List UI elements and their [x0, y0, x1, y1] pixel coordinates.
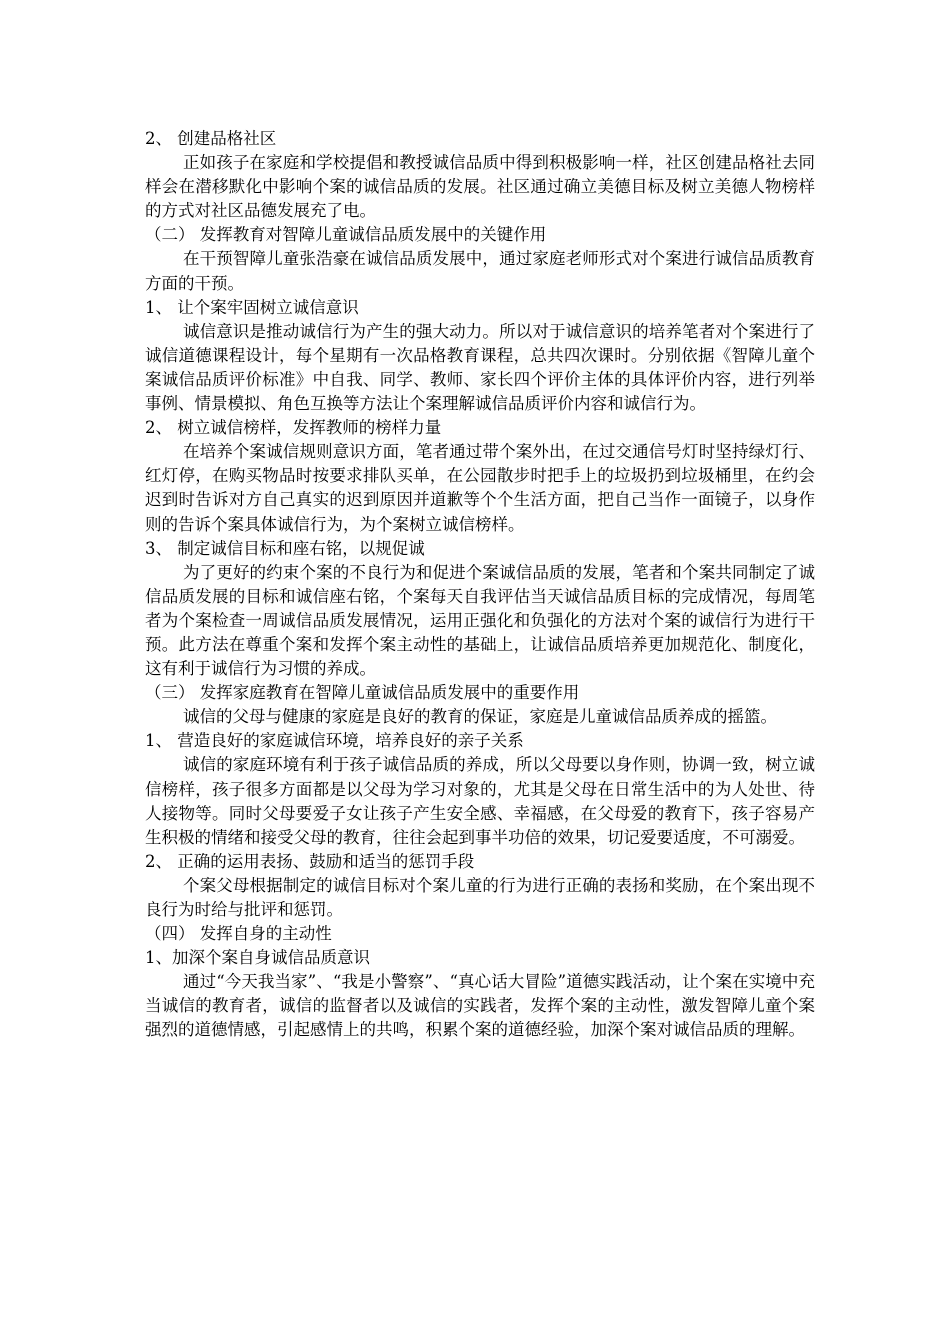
body-paragraph: 为了更好的约束个案的不良行为和促进个案诚信品质的发展，笔者和个案共同制定了诚信品质发展的目标和诚信座右铭，个案每天自我评估当天诚信品质目标的完成情况，每周笔者为个案检查一周诚信品质发展情况，运用正强化和负强化的方法对个案的诚信行为进行干预。此方法在尊重个案和发挥个案主动性的基础上，让诚信品质培养更加规范化、制度化，这有利于诚信行为习惯的养成。	[145, 562, 815, 679]
body-paragraph: 个案父母根据制定的诚信目标对个案儿童的行为进行正确的表扬和奖励，在个案出现不良行为时给与批评和惩罚。	[145, 875, 815, 919]
body-paragraph: 诚信的父母与健康的家庭是良好的教育的保证，家庭是儿童诚信品质养成的摇篮。	[183, 707, 777, 727]
body-paragraph: 在培养个案诚信规则意识方面，笔者通过带个案外出，在过交通信号灯时坚持绿灯行、红灯停，在购买物品时按要求排队买单，在公园散步时把手上的垃圾扔到垃圾桶里，在约会迟到时告诉对方自己真实的迟到原因并道歉等个个生活方面，把自己当作一面镜子，以身作则的告诉个案具体诚信行为，为个案树立诚信榜样。	[145, 442, 815, 534]
section-heading: （三） 发挥家庭教育在智障儿童诚信品质发展中的重要作用	[145, 683, 580, 703]
section-heading: 1、加深个案自身诚信品质意识	[145, 948, 370, 968]
section-heading: 1、 营造良好的家庭诚信环境，培养良好的亲子关系	[145, 731, 524, 751]
section-heading: （二） 发挥教育对智障儿童诚信品质发展中的关键作用	[145, 225, 547, 245]
body-paragraph: 在干预智障儿童张浩豪在诚信品质发展中，通过家庭老师形式对个案进行诚信品质教育方面的干预。	[145, 249, 815, 293]
section-heading: 3、 制定诚信目标和座右铭，以规促诚	[145, 538, 425, 558]
body-paragraph: 通过“今天我当家”、“我是小警察”、“真心话大冒险”道德实践活动，让个案在实境中充当诚信的教育者，诚信的监督者以及诚信的实践者，发挥个案的主动性，激发智障儿童个案强烈的道德情感，引起感情上的共鸣，积累个案的道德经验，加深个案对诚信品质的理解。	[145, 972, 815, 1040]
document-body	[145, 127, 815, 1043]
body-paragraph: 诚信的家庭环境有利于孩子诚信品质的养成，所以父母要以身作则，协调一致，树立诚信榜样，孩子很多方面都是以父母为学习对象的，尤其是父母在日常生活中的为人处世、待人接物等。同时父母要爱子女让孩子产生安全感、幸福感，在父母爱的教育下，孩子容易产生积极的情绪和接受父母的教育，往往会起到事半功倍的效果，切记爱要适度，不可溺爱。	[145, 755, 815, 847]
section-heading: 2、 树立诚信榜样，发挥教师的榜样力量	[145, 418, 442, 438]
body-paragraph: 正如孩子在家庭和学校提倡和教授诚信品质中得到积极影响一样，社区创建品格社去同样会在潜移默化中影响个案的诚信品质的发展。社区通过确立美德目标及树立美德人物榜样的方式对社区品德发展充了电。	[145, 153, 815, 221]
body-paragraph: 诚信意识是推动诚信行为产生的强大动力。所以对于诚信意识的培养笔者对个案进行了诚信道德课程设计，每个星期有一次品格教育课程，总共四次课时。分别依据《智障儿童个案诚信品质评价标准》中自我、同学、教师、家长四个评价主体的具体评价内容，进行列举事例、情景模拟、角色互换等方法让个案理解诚信品质评价内容和诚信行为。	[145, 321, 815, 414]
section-heading: 2、 创建品格社区	[145, 129, 277, 148]
section-heading: 1、 让个案牢固树立诚信意识	[145, 297, 359, 317]
section-heading: 2、 正确的运用表扬、鼓励和适当的惩罚手段	[145, 851, 475, 871]
section-heading: （四） 发挥自身的主动性	[145, 924, 332, 944]
